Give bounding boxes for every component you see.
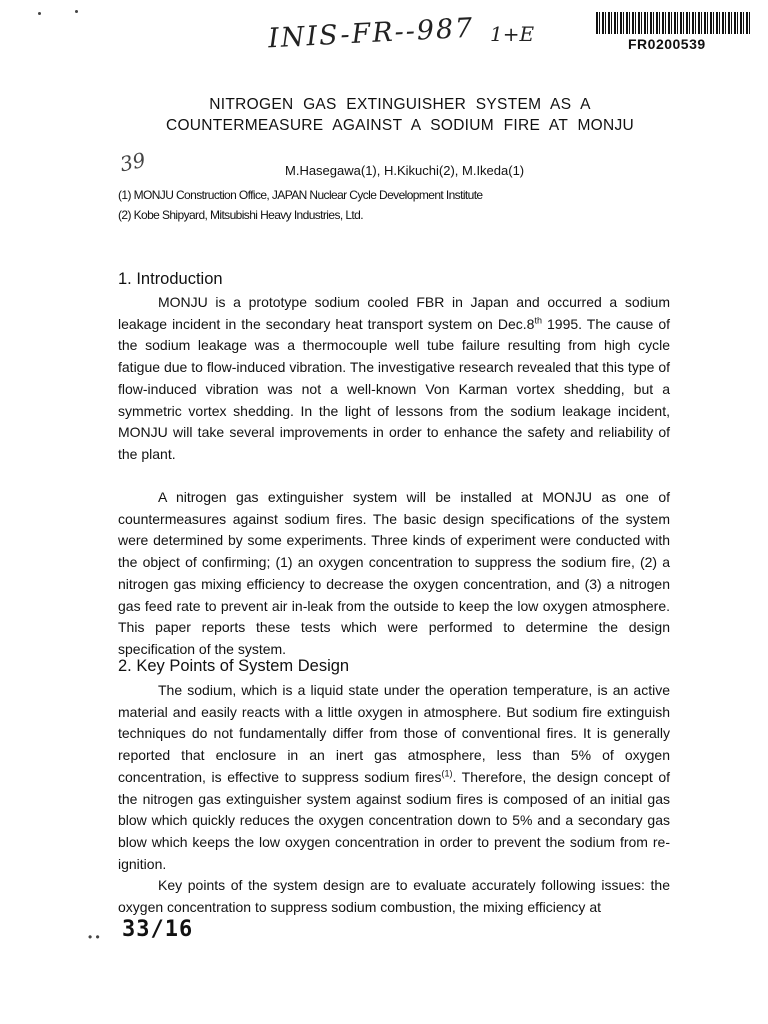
paragraph: Key points of the system design are to evaluate accurately following issues: the oxygen concentration to suppress sodium combustion, the mixing efficiency at bbox=[118, 877, 670, 915]
margin-dot bbox=[75, 10, 78, 13]
report-number: FR0200539 bbox=[628, 36, 706, 52]
affiliation-1: (1) MONJU Construction Office, JAPAN Nuclear Cycle Development Institute bbox=[118, 188, 483, 202]
paragraph: MONJU is a prototype sodium cooled FBR in Japan and occurred a sodium leakage incident in the secondary heat transport system on Dec.8th 1995. The cause of the sodium leakage was a thermocouple well tube failure resulting from high cycle fatigue due to flow-induced vibration. The investigative research revealed that this type of flow-induced vibration was not a well-known Von Karman vortex shedding, but a symmetric vortex shedding. In the light of lessons from the sodium leakage incident, MONJU will take several improvements in order to enhance the safety and reliability of the plant. bbox=[118, 294, 671, 462]
paragraph: A nitrogen gas extinguisher system will be installed at MONJU as one of countermeasures against sodium fires. The basic design specifications of the system were determined by some experiments. Three kinds of experiment were conducted with the object of confirming; (1) an oxygen concentration to suppress the sodium fire, (2) a nitrogen gas mixing efficiency to decrease the oxygen concentration, and (3) a nitrogen gas feed rate to prevent air in-leak from the outside to keep the low oxygen atmosphere. This paper reports these tests which were performed to determine the design specification of the system. bbox=[118, 489, 670, 657]
section-heading-introduction: 1. Introduction bbox=[118, 270, 223, 288]
title-line-1: NITROGEN GAS EXTINGUISHER SYSTEM AS A bbox=[209, 96, 591, 113]
handwritten-scribble: 39 bbox=[117, 147, 148, 177]
section-heading-key-points: 2. Key Points of System Design bbox=[118, 657, 350, 675]
citation-superscript: (1) bbox=[441, 768, 453, 779]
superscript: th bbox=[534, 315, 542, 326]
margin-dot bbox=[38, 12, 41, 15]
stamp-dots: • • bbox=[88, 930, 100, 944]
affiliation-2: (2) Kobe Shipyard, Mitsubishi Heavy Industries, Ltd. bbox=[118, 208, 363, 222]
barcode-icon bbox=[596, 12, 752, 34]
handwritten-report-id: INIS-FR--987 bbox=[267, 12, 476, 55]
handwritten-mark: 1+E bbox=[490, 22, 535, 46]
paper-title bbox=[100, 94, 700, 136]
paragraph: The sodium, which is a liquid state under the operation temperature, is an active material and easily reacts with a little oxygen in atmosphere. But sodium fire extinguish techniques do not fundamentally differ from those of conventional fires. It is generally reported that enclosure in an inert gas atmosphere, less than 5% of oxygen concentration, is effective to suppress sodium fires$^{(1)}$. Therefore, the design concept of the nitrogen gas extinguisher system against sodium fires is composed of an initial gas blow which quickly reduces the oxygen concentration down to 5% and a secondary gas blow which keeps the low oxygen concentration in order to prevent the sodium from re-ignition. bbox=[118, 682, 670, 872]
author-list: M.Hasegawa(1), H.Kikuchi(2), M.Ikeda(1) bbox=[285, 163, 525, 178]
title-line-2: COUNTERMEASURE AGAINST A SODIUM FIRE AT MONJU bbox=[165, 117, 635, 134]
page-stamp: 33/16 bbox=[122, 917, 194, 942]
